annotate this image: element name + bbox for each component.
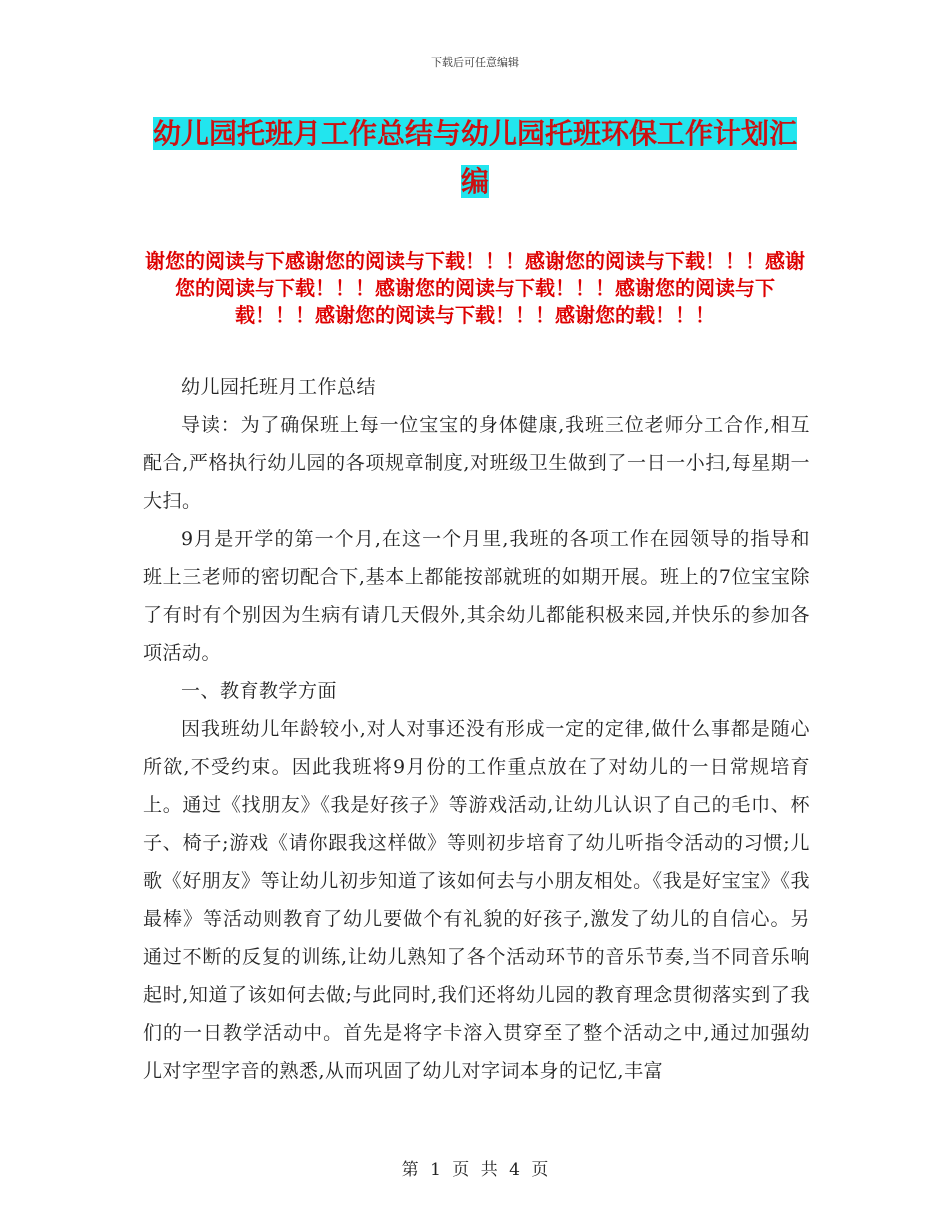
page-number: 第 1 页 共 4 页: [401, 1160, 549, 1180]
document-title: [140, 110, 810, 206]
document-title-line-1: 幼儿园托班月工作总结与幼儿园托班环保工作计划汇: [152, 117, 797, 150]
body-paragraph: 9月是开学的第一个月,在这一个月里,我班的各项工作在园领导的指导和班上三老师的密切配合下,基本上都能按部就班的如期开展。班上的7位宝宝除了有时有个别因为生病有请几天假外,其余幼儿都能积极来园,并快乐的参加各项活动。: [143, 528, 810, 664]
thanks-banner: 谢您的阅读与下感谢您的阅读与下载！！！感谢您的阅读与下载！！！感谢您的阅读与下载！！！感谢您的阅读与下载！！！感谢您的阅读与下载！！！感谢您的阅读与下载！！！感谢您的载！！！: [145, 249, 805, 327]
section-heading: 幼儿园托班月工作总结: [181, 376, 377, 398]
document-title-line-2: 编: [460, 165, 489, 198]
section-heading: 一、教育教学方面: [181, 680, 338, 702]
document-body: [143, 368, 810, 1090]
body-paragraph: 导读：为了确保班上每一位宝宝的身体健康,我班三位老师分工合作,相互配合,严格执行幼儿园的各项规章制度,对班级卫生做到了一日一小扫,每星期一大扫。: [143, 414, 810, 512]
page-header-note: 下载后可任意编辑: [431, 56, 519, 69]
body-paragraph: 因我班幼儿年龄较小,对人对事还没有形成一定的定律,做什么事都是随心所欲,不受约束。因此我班将9月份的工作重点放在了对幼儿的一日常规培育上。通过《找朋友》《我是好孩子》等游戏活动,让幼儿认识了自己的毛巾、杯子、椅子;游戏《请你跟我这样做》等则初步培育了幼儿听指令活动的习惯;儿歌《好朋友》等让幼儿初步知道了该如何去与小朋友相处。《我是好宝宝》《我最棒》等活动则教育了幼儿要做个有礼貌的好孩子,激发了幼儿的自信心。另通过不断的反复的训练,让幼儿熟知了各个活动环节的音乐节奏,当不同音乐响起时,知道了该如何去做;与此同时,我们还将幼儿园的教育理念贯彻落实到了我们的一日教学活动中。首先是将字卡溶入贯穿至了整个活动之中,通过加强幼儿对字型字音的熟悉,从而巩固了幼儿对字词本身的记忆,丰富: [143, 718, 810, 1082]
